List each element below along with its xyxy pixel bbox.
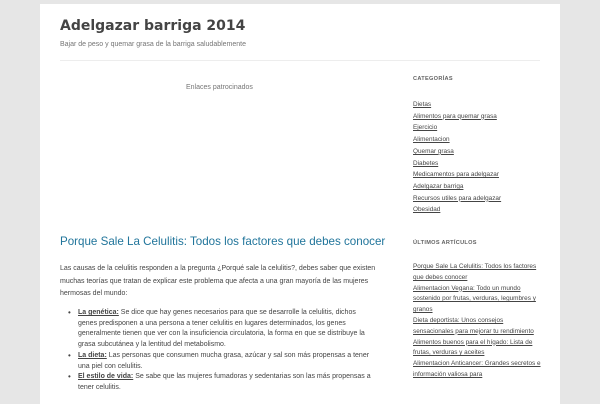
bullet-icon: • (68, 308, 71, 317)
category-item[interactable] (413, 169, 543, 181)
sidebar (413, 76, 543, 381)
recent-post-item[interactable] (413, 338, 543, 360)
bullet-text: Se dice que hay genes necesarios para que se desarrolle la celulitis, dichos genes predisponen a una persona a tener celulitis en lugares determinados, los genes generalmente tienen que ver con la insuficiencia circulatoria, la forma en que se distribuye la grasa subcutánea y la lentitud del metabolismo. (78, 309, 365, 349)
recent-post-item[interactable] (413, 284, 543, 316)
category-item[interactable] (413, 99, 543, 111)
category-link[interactable]: Alimentos para quemar grasa (413, 112, 497, 120)
site-description: Bajar de peso y quemar grasa de la barriga saludablemente (60, 41, 247, 48)
list-item (68, 351, 376, 372)
bullet-text: Se sabe que las mujeres fumadoras y sedentarias son las más propensas a tener celulitis. (78, 373, 371, 391)
bullet-term: El estilo de vida: (78, 373, 134, 381)
category-item[interactable] (413, 193, 543, 205)
sponsored-links-label: Enlaces patrocinados (186, 84, 253, 91)
site-title[interactable]: Adelgazar barriga 2014 (60, 18, 246, 34)
post-intro: Las causas de la celulitis responden a la pregunta ¿Porqué sale la celulitis?, debes saber que existen muchas teorías que tratan de explicar este problema que afecta a una gran mayoría de las mujeres hermosas del mundo: (60, 265, 376, 297)
category-link[interactable]: Obesidad (413, 206, 441, 214)
list-item (68, 308, 376, 351)
categories-heading: CATEGORÍAS (413, 76, 453, 82)
category-link[interactable]: Recursos utiles para adelgazar (413, 194, 502, 202)
post-bullet-list (68, 308, 376, 394)
category-item[interactable] (413, 146, 543, 158)
category-item[interactable] (413, 122, 543, 134)
category-item[interactable] (413, 204, 543, 216)
bullet-term: La dieta: (78, 351, 107, 359)
post-title[interactable]: Porque Sale La Celulitis: Todos los factores que debes conocer (60, 235, 386, 248)
recent-posts-list (413, 262, 543, 381)
recent-post-link[interactable]: Alimentacion Vegana: Todo un mundo sostenido por frutas, verduras, legumbres y granos (413, 284, 536, 314)
list-item (68, 372, 376, 393)
category-link[interactable]: Medicamentos para adelgazar (413, 171, 499, 179)
bullet-term: La genética: (78, 309, 119, 316)
recent-post-item[interactable] (413, 316, 543, 338)
category-link[interactable]: Alimentacion (413, 136, 450, 144)
recent-post-link[interactable]: Alimentacion Anticancer: Grandes secretos e información valiosa para (413, 360, 541, 378)
category-link[interactable]: Ejercicio (413, 124, 438, 132)
page-container (40, 4, 560, 404)
category-link[interactable]: Quemar grasa (413, 147, 454, 155)
category-item[interactable] (413, 158, 543, 170)
category-item[interactable] (413, 134, 543, 146)
category-link[interactable]: Dietas (413, 101, 432, 108)
recent-post-link[interactable]: Dieta deportista: Unos consejos sensacionales para mejorar tu rendimiento (413, 317, 534, 335)
category-link[interactable]: Diabetes (413, 159, 439, 167)
header-divider (60, 60, 540, 61)
category-link[interactable]: Adelgazar barriga (413, 182, 464, 190)
recent-post-link[interactable]: Porque Sale La Celulitis: Todos los factores que debes conocer (413, 263, 537, 281)
category-item[interactable] (413, 111, 543, 123)
bullet-icon: • (68, 350, 71, 360)
recent-posts-heading: ÚLTIMOS ARTÍCULOS (413, 240, 477, 247)
categories-list (413, 99, 543, 216)
recent-post-item[interactable] (413, 262, 543, 284)
bullet-icon: • (68, 372, 71, 382)
bullet-text: Las personas que consumen mucha grasa, azúcar y sal son más propensas a tener una piel con celulitis. (78, 351, 370, 370)
recent-post-link[interactable]: Alimentos buenos para el hígado: Lista de frutas, verduras y aceites (413, 338, 533, 357)
recent-post-item[interactable] (413, 359, 543, 381)
category-item[interactable] (413, 181, 543, 193)
